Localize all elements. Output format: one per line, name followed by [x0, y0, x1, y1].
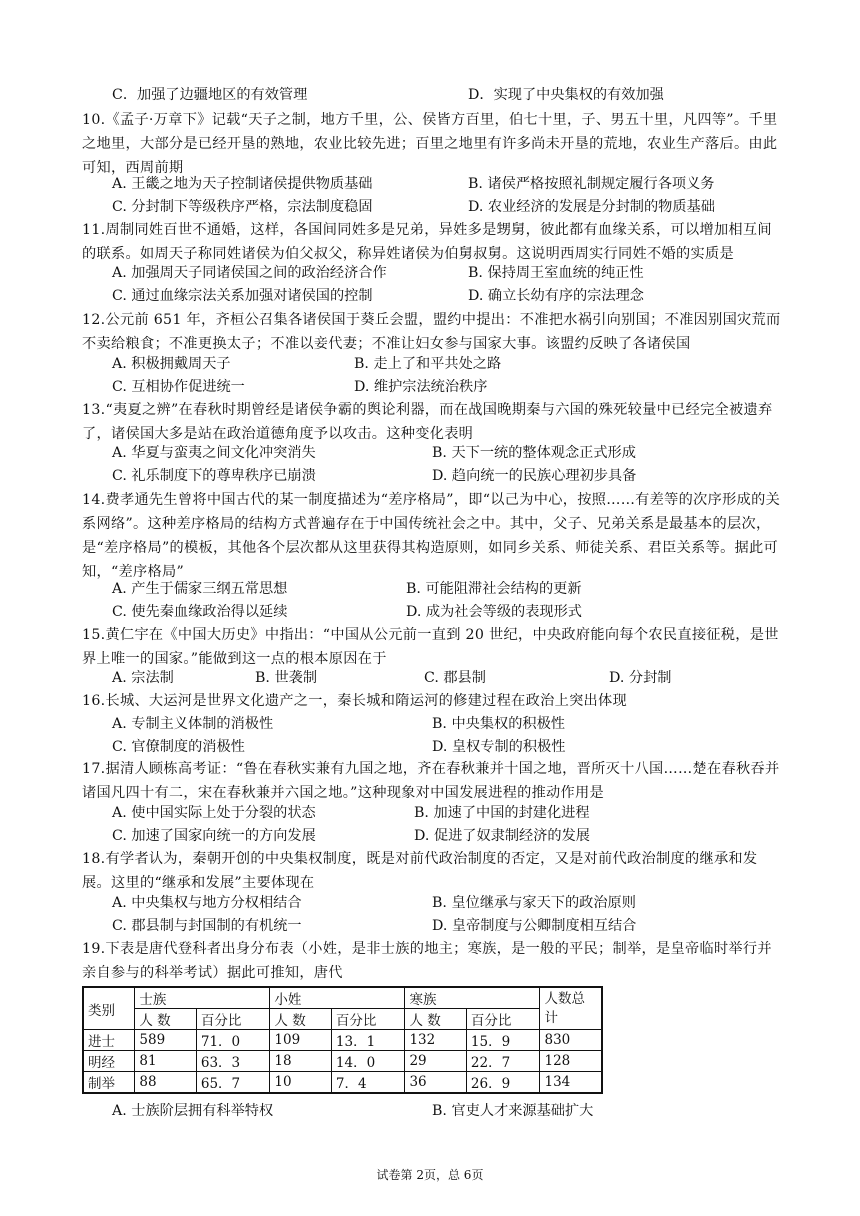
- option-d: D. 维护宗法统治秩序: [354, 378, 488, 395]
- option-a: A. 华夏与蛮夷之间文化冲突消失: [112, 445, 316, 461]
- table-cell: 22．7: [466, 1051, 540, 1072]
- question-14-options: [112, 578, 792, 623]
- table-cell: 589: [135, 1030, 196, 1051]
- question-15-options: [112, 667, 792, 690]
- question-19-stem: 19.下表是唐代登科者出身分布表（小姓，是非士族的地主；寒族，是一般的平民；制举，是皇帝临时举行并亲自参与的科举考试）据此可推知，唐代: [82, 941, 772, 982]
- exam-table: [82, 986, 603, 1094]
- option-d: D. 确立长幼有序的宗法理念: [468, 287, 644, 304]
- table-subheader: 人 数: [135, 1009, 196, 1030]
- option-b: B. 官吏人才来源基础扩大: [432, 1103, 594, 1119]
- option-d: D. 分封制: [609, 670, 672, 686]
- table-group-header: 小姓: [270, 987, 405, 1009]
- table-subheader: 人 数: [270, 1009, 331, 1030]
- option-b: B. 天下一统的整体观念正式形成: [432, 445, 636, 461]
- question-11-stem: 11.周制同姓百世不通婚，这样，各国间同姓多是兄弟，异姓多是甥舅，彼此都有血缘关系，可以增加相互间的联系。如周天子称同姓诸侯为伯父叔父，称异姓诸侯为伯舅叔舅。这说明西周实行同姓不婚的实质是: [82, 222, 772, 263]
- option-a: A. 士族阶层拥有科举特权: [112, 1103, 274, 1119]
- table-subheader: 百分比: [331, 1009, 405, 1030]
- table-group-header: 寒族: [405, 987, 540, 1009]
- question-10-options: [112, 173, 792, 218]
- table-subheader: 人 数: [405, 1009, 466, 1030]
- question-16-stem: 16.长城、大运河是世界文化遗产之一，秦长城和隋运河的修建过程在政治上突出体现: [82, 693, 628, 709]
- option-c: C. 分封制下等级秩序严格，宗法制度稳固: [112, 198, 373, 215]
- option-b: B. 皇位继承与家天下的政治原则: [432, 895, 636, 911]
- question-12-options: [112, 353, 792, 398]
- table-group-header: 士族: [135, 987, 270, 1009]
- option-c: C. 郡县制与封国制的有机统一: [112, 917, 302, 934]
- q9-options: [112, 84, 792, 107]
- table-cell: 81: [135, 1051, 196, 1072]
- table-row: [83, 1072, 602, 1094]
- table-cell: 109: [270, 1030, 331, 1051]
- option-b: B. 世袭制: [255, 670, 318, 686]
- question-18-stem: 18.有学者认为，秦朝开创的中央集权制度，既是对前代政治制度的否定，又是对前代政治制度的继承和发展。这里的“继承和发展”主要体现在: [82, 851, 758, 892]
- option-b: B. 诸侯严格按照礼制规定履行各项义务: [468, 176, 715, 192]
- question-17-stem: 17.据清人顾栋高考证：“鲁在春秋实兼有九国之地，齐在春秋兼并十国之地，晋所灭十八国……楚在春秋吞并诸国凡四十有二，宋在春秋兼并六国之地。”这种现象对中国发展进程的推动作用是: [82, 761, 780, 802]
- option-a: A. 中央集权与地方分权相结合: [112, 895, 302, 911]
- table-cell: 65．7: [196, 1072, 270, 1094]
- option-a: A. 使中国实际上处于分裂的状态: [112, 805, 316, 821]
- option-d: D. 趋向统一的民族心理初步具备: [432, 467, 637, 484]
- option-c: C. 加速了国家向统一的方向发展: [112, 827, 316, 844]
- option-d: D. 成为社会等级的表现形式: [406, 603, 582, 620]
- question-15-stem: 15.黄仁宇在《中国大历史》中指出：“中国从公元前一直到 20 世纪，中央政府能向每个农民直接征税，是世界上唯一的国家。”能做到这一点的根本原因在于: [82, 627, 779, 668]
- question-10-stem: 10.《孟子·万章下》记载“天子之制，地方千里，公、侯皆方百里，伯七十里，子、男五十里，凡四等”。千里之地里，大部分是已经开垦的熟地，农业比较先进；百里之地里有许多尚未开垦的荒地，农业生产落后。由此可知，西周前期: [82, 112, 778, 177]
- option-d: D．实现了中央集权的有效加强: [468, 87, 664, 103]
- table-row: [83, 1030, 602, 1051]
- page-footer: 试卷第 2页，总 6页: [376, 1168, 484, 1182]
- table-header-category: 类别: [83, 987, 135, 1030]
- table-cell: 36: [405, 1072, 466, 1094]
- question-12-stem: 12.公元前 651 年，齐桓公召集各诸侯国于葵丘会盟，盟约中提出：不准把水祸引向别国；不准因别国灾荒而不卖给粮食；不准更换太子；不准以妾代妻；不准让妇女参与国家大事。该盟约反映了各诸侯国: [82, 312, 781, 353]
- table-cell: 134: [540, 1072, 602, 1094]
- table-cell: 132: [405, 1030, 466, 1051]
- table-header-total: 人数总 计: [540, 987, 602, 1030]
- question-18-options: [112, 892, 792, 937]
- option-a: A. 加强周天子同诸侯国之间的政治经济合作: [112, 265, 387, 281]
- option-a: A. 王畿之地为天子控制诸侯提供物质基础: [112, 176, 373, 192]
- table-cell: 10: [270, 1072, 331, 1094]
- option-b: B. 可能阻滞社会结构的更新: [406, 581, 582, 597]
- table-cell: 14．0: [331, 1051, 405, 1072]
- option-b: B. 保持周王室血统的纯正性: [468, 265, 644, 281]
- table-cell: 进士: [83, 1030, 135, 1051]
- option-b: B. 走上了和平共处之路: [354, 356, 502, 372]
- table-cell: 88: [135, 1072, 196, 1094]
- option-c: C. 互相协作促进统一: [112, 378, 245, 395]
- question-14-stem: 14.费孝通先生曾将中国古代的某一制度描述为“差序格局”，即“以己为中心，按照……有差等的次序形成的关系网络”。这种差序格局的结构方式普遍存在于中国传统社会之中。其中，父子、兄弟关系是最基本的层次，是“差序格局”的模板，其他各个层次都从这里获得其构造原则，如同乡关系、师徒关系、君臣关系等。据此可知，“差序格局”: [82, 492, 781, 581]
- table-cell: 71．0: [196, 1030, 270, 1051]
- option-d: D. 皇权专制的积极性: [432, 738, 566, 755]
- table-subheader: 百分比: [196, 1009, 270, 1030]
- option-c: C. 使先秦血缘政治得以延续: [112, 603, 288, 620]
- option-d: D. 促进了奴隶制经济的发展: [414, 827, 590, 844]
- option-a: A. 专制主义体制的消极性: [112, 716, 274, 732]
- option-c: C. 郡县制: [424, 670, 486, 686]
- option-a: A. 产生于儒家三纲五常思想: [112, 581, 288, 597]
- option-c: C．加强了边疆地区的有效管理: [112, 87, 308, 103]
- table-cell: 13．1: [331, 1030, 405, 1051]
- option-c: C. 礼乐制度下的尊卑秩序已崩溃: [112, 467, 316, 484]
- option-b: B. 中央集权的积极性: [432, 716, 565, 732]
- question-19-options: [112, 1100, 792, 1123]
- table-cell: 63．3: [196, 1051, 270, 1072]
- question-11-options: [112, 262, 792, 307]
- question-16-options: [112, 713, 792, 758]
- table-cell: 29: [405, 1051, 466, 1072]
- table-cell: 制举: [83, 1072, 135, 1094]
- question-13-options: [112, 442, 792, 487]
- question-17-options: [112, 802, 792, 847]
- table-cell: 830: [540, 1030, 602, 1051]
- question-13-stem: 13.“夷夏之辨”在春秋时期曾经是诸侯争霸的舆论利器，而在战国晚期秦与六国的殊死较量中已经完全被遗弃了，诸侯国大多是站在政治道德角度予以攻击。这种变化表明: [82, 402, 773, 443]
- table-cell: 明经: [83, 1051, 135, 1072]
- table-cell: 128: [540, 1051, 602, 1072]
- table-row: [83, 1051, 602, 1072]
- option-b: B. 加速了中国的封建化进程: [414, 805, 590, 821]
- table-cell: 7．4: [331, 1072, 405, 1094]
- option-d: D. 皇帝制度与公卿制度相互结合: [432, 917, 637, 934]
- option-c: C. 通过血缘宗法关系加强对诸侯国的控制: [112, 287, 373, 304]
- table-cell: 18: [270, 1051, 331, 1072]
- option-c: C. 官僚制度的消极性: [112, 738, 245, 755]
- table-cell: 15．9: [466, 1030, 540, 1051]
- option-a: A. 积极拥戴周天子: [112, 356, 231, 372]
- table-cell: 26．9: [466, 1072, 540, 1094]
- option-a: A. 宗法制: [112, 670, 174, 686]
- option-d: D. 农业经济的发展是分封制的物质基础: [468, 198, 715, 215]
- table-subheader: 百分比: [466, 1009, 540, 1030]
